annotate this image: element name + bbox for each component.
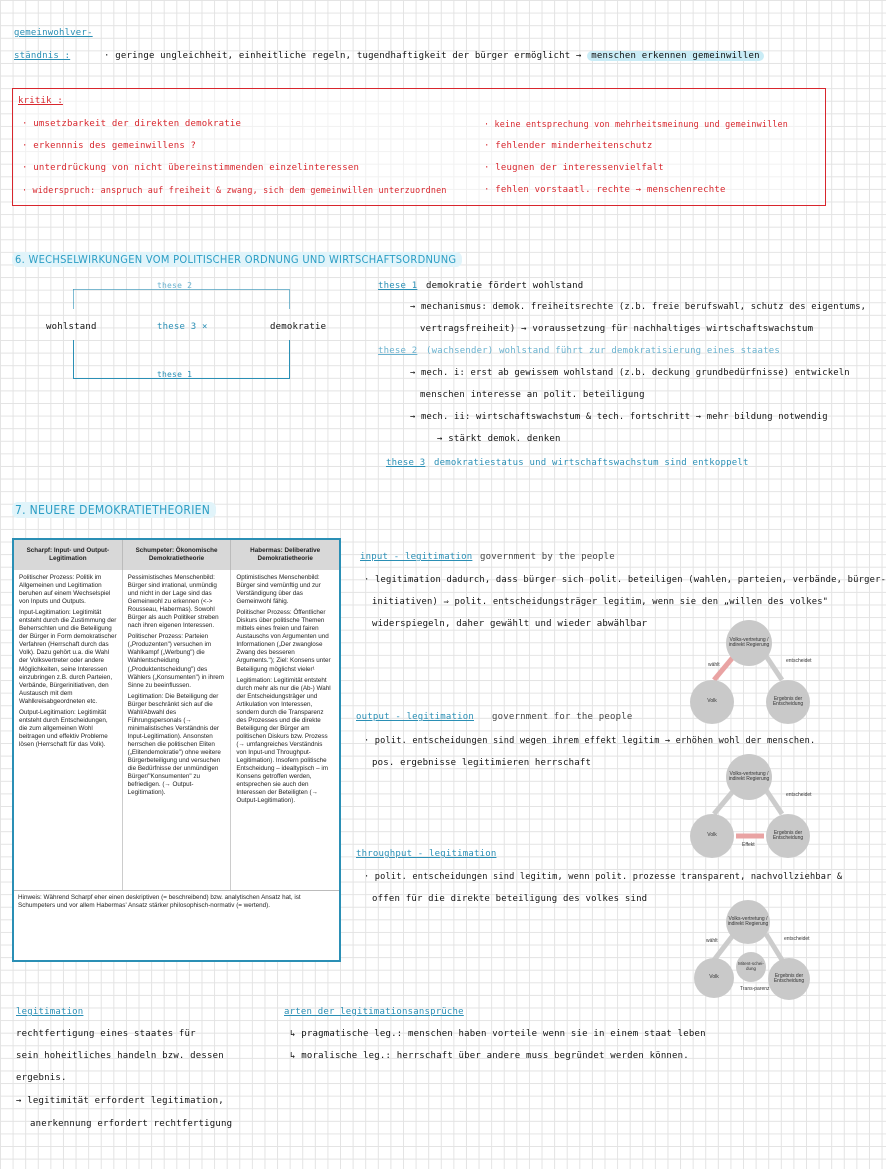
table-note: Hinweis: Während Scharpf eher einen deskriptiven (= beschreibend) bzw. analytischen Ansatz hat, ist Schumpeters und vor allem Habermas' Ansatz stärker philosophisch-normativ (= wertend). xyxy=(14,890,339,913)
legitimation-label: legitimation xyxy=(16,1007,84,1017)
these2-line-1: → mech. i: erst ab gewissem wohlstand (z.b. deckung grundbedürfnisse) entwickeln xyxy=(410,368,850,378)
output-circle-top: Volks-vertretung / indirekt Regierung xyxy=(726,754,772,800)
output-arrow-entscheidet xyxy=(766,790,782,814)
table-header-habermas: Habermas: Deliberative Demokratietheorie xyxy=(250,546,321,562)
throughput-circle-ergebnis: Ergebnis der Entscheidung xyxy=(768,958,810,1000)
table-col-schumpeter xyxy=(123,570,232,890)
these1-line-left xyxy=(73,340,74,378)
section6-heading: 6. WECHSELWIRKUNGEN VOM POLITISCHER ORDNUNG UND WIRTSCHAFTSORDNUNG xyxy=(12,252,462,267)
arten-label: arten der legitimationsansprüche xyxy=(284,1007,464,1017)
schumpeter-p1: Pessimistisches Menschenbild: Bürger sind irrational, unmündig und nicht in der Lage sind das Gemeinwohl zu erkennen (<-> Rousseau, Habermas). Sowohl Bürger als auch Politiker streben nach ihren eigenen Interessen. xyxy=(127,574,219,630)
these2-line-right xyxy=(289,289,290,309)
throughput-line-2: offen für die direkte beteiligung des volkes sind xyxy=(372,894,648,904)
gemeinwohl-highlight: menschen erkennen gemeinwillen xyxy=(587,51,764,61)
kritik-right-1: · keine entsprechung von mehrheitsmeinung und gemeinwillen xyxy=(484,119,789,129)
input-circle-volk: Volk xyxy=(690,680,734,724)
table-body xyxy=(14,570,339,890)
these3-text: demokratiestatus und wirtschaftswachstum sind entkoppelt xyxy=(434,458,749,468)
arten-line-2: ↳ moralische leg.: herrschaft über andere muss begründet werden können. xyxy=(290,1051,689,1061)
legitimation-line-1: rechtfertigung eines staates für xyxy=(16,1029,196,1039)
diagram-these3: these 3 × xyxy=(157,322,208,332)
these1-line-2: vertragsfreiheit) → voraussetzung für nachhaltiges wirtschaftswachstum xyxy=(420,324,814,334)
habermas-p1: Optimistisches Menschenbild: Bürger sind vernünftig und zur Verständigung über das Gemeinwohl fähig. xyxy=(236,574,321,606)
output-arrow-waehlt xyxy=(714,790,734,814)
input-lbl-entscheidet: entscheidet xyxy=(786,658,812,664)
these2-label: these 2 xyxy=(378,346,418,356)
schumpeter-p3: Legitimation: Die Beteiligung der Bürger beschränkt sich auf die Wahl/Abwahl des Führungspersonals (→ minimalistisches Verständnis der Input-Legitimation). Ansonsten herrschen die politischen Eliten („Elitendemokratie") ohne weitere Bürgerbeteiligung und versuchen die Bedürfnisse der unmündigen Bürger/"Konsumenten" zu befriedigen. (→ Output-Legitimation). xyxy=(127,692,221,797)
kritik-left-4: · widerspruch: anspruch auf freiheit & zwang, sich dem gemeinwillen unterzuordnen xyxy=(22,185,447,195)
output-line-2: pos. ergebnisse legitimieren herrschaft xyxy=(372,758,592,768)
diagram-demokratie: demokratie xyxy=(270,322,327,332)
throughput-circle-mitent: Mitent-schei-dung xyxy=(736,952,766,982)
table-header-schumpeter: Schumpeter: Ökonomische Demokratietheorie xyxy=(123,540,232,570)
input-line-1: · legitimation dadurch, dass bürger sich polit. beteiligen (wahlen, parteien, verbände, bürger- xyxy=(364,575,886,585)
input-diagram xyxy=(676,618,824,726)
section7-heading: 7. NEUERE DEMOKRATIETHEORIEN xyxy=(12,502,216,518)
output-circle-ergebnis: Ergebnis der Entscheidung xyxy=(766,814,810,858)
kritik-right-3: · leugnen der interessenvielfalt xyxy=(484,163,664,173)
arten-line-1: ↳ pragmatische leg.: menschen haben vorteile wenn sie in einem staat leben xyxy=(290,1029,706,1039)
throughput-lbl-transparenz: Trans-parenz xyxy=(740,986,770,992)
input-arrow-waehlt xyxy=(714,656,734,680)
theory-table xyxy=(12,538,341,962)
habermas-p3: Legitimation: Legitimität entsteht durch mehr als nur die (Ab-) Wahl der Entscheidungsträger und Artikulation von Interessen, sondern durch die Transparenz des Prozesses und die direkte Beteiligung der Bürger am politischen Diskurs bzw. Prozess (→ umfangreiches Verständnis von Input-und Throughput-Legitimation). Insofern politische Entscheidung – idealtypisch – im Konsens getroffen werden, entsprechen sie auch den Interessen der Beteiligten (→ Output-Legitimation). xyxy=(236,676,331,805)
input-circle-top: Volks-vertretung / indirekt Regierung xyxy=(726,620,772,666)
throughput-circle-volk: Volk xyxy=(694,958,734,998)
legitimation-line-2: sein hoheitliches handeln bzw. dessen xyxy=(16,1051,224,1061)
these1-line-1: → mechanismus: demok. freiheitsrechte (z.b. freie berufswahl, schutz des eigentums, xyxy=(410,302,867,312)
throughput-line-1: · polit. entscheidungen sind legitim, wenn polit. prozesse transparent, nachvollziehbar & xyxy=(364,872,843,882)
input-sub: government by the people xyxy=(480,552,615,562)
scharpf-p3: Output-Legitimation: Legitimität entsteht durch Entscheidungen, die zum allgemeinen Wohl beitragen und effektiv Probleme lösen (Herrschaft für das Volk). xyxy=(19,708,108,748)
these2-line-left xyxy=(73,289,74,309)
diagram-these1: these 1 xyxy=(157,370,193,379)
habermas-p2: Politischer Prozess: Öffentlicher Diskurs über politische Themen mittels eines freien und fairen Austauschs von Argumenten und Informationen („Der zwanglose Zwang des besseren Arguments."); Ziel: Konsens unter Beteiligung möglichst vieler¹ xyxy=(236,609,331,673)
output-line-1: · polit. entscheidungen sind wegen ihrem effekt legitim → erhöhen wohl der menschen. xyxy=(364,736,816,746)
gemeinwohl-label-1: gemeinwohlver- xyxy=(14,28,93,38)
scharpf-p2: Input-Legitimation: Legitimität entsteht durch die Zustimmung der Beherrschten und die Beteiligung der Bürger in Form demokratischer Verfahren (Herrschaft durch das Volk). Dazu gehört u.a. die Wahl der Volksvertreter oder andere Möglichkeiten, seine Interessen einzubringen z.B. durch Parteien, Verbände, Bürgerinitiativen, den Austausch mit dem Wahlkreisabgeordneten etc. xyxy=(19,609,117,705)
these2-text: (wachsender) wohlstand führt zur demokratisierung eines staates xyxy=(426,346,780,356)
output-label: output - legitimation xyxy=(356,712,474,722)
gemeinwohl-text xyxy=(104,51,764,61)
input-line-2: initiativen) ⇒ polit. entscheidungsträger legitim, wenn sie den „willen des volkes" xyxy=(372,597,829,607)
kritik-right-2: · fehlender minderheitenschutz xyxy=(484,141,653,151)
kritik-left-3: · unterdrückung von nicht übereinstimmenden einzelinteressen xyxy=(22,163,360,173)
diagram-wohlstand: wohlstand xyxy=(46,322,97,332)
legitimation-line-5: anerkennung erfordert rechtfertigung xyxy=(30,1119,233,1129)
kritik-title: kritik : xyxy=(18,96,63,106)
these2-line-2: menschen interesse an polit. beteiligung xyxy=(420,390,645,400)
scharpf-p1: Politischer Prozess: Politik im Allgemeinen und Legitimation beruhen auf einem Wechselspiel von Inputs und Outputs. xyxy=(19,574,111,606)
throughput-diagram xyxy=(676,894,824,1006)
input-lbl-waehlt: wählt xyxy=(708,662,720,668)
kritik-left-2: · erkennnis des gemeinwillens ? xyxy=(22,141,197,151)
output-circle-volk: Volk xyxy=(690,814,734,858)
kritik-right-4: · fehlen vorstaatl. rechte → menschenrechte xyxy=(484,185,726,195)
input-arrow-entscheidet xyxy=(766,656,782,680)
output-sub: government for the people xyxy=(492,712,633,722)
input-circle-ergebnis: Ergebnis der Entscheidung xyxy=(766,680,810,724)
throughput-lbl-entscheidet: entscheidet xyxy=(784,936,810,942)
these2-line-3: → mech. ii: wirtschaftswachstum & tech. fortschritt → mehr bildung notwendig xyxy=(410,412,828,422)
these2-line-4: → stärkt demok. denken xyxy=(437,434,561,444)
throughput-circle-top: Volks-vertretung / indirekt Regierung xyxy=(726,900,770,944)
kritik-left-1: · umsetzbarkeit der direkten demokratie xyxy=(22,119,242,129)
these1-line-right xyxy=(289,340,290,378)
these3-label: these 3 xyxy=(386,458,426,468)
table-col-habermas xyxy=(231,570,339,890)
output-lbl-entscheidet: entscheidet xyxy=(786,792,812,798)
throughput-arrow-entscheidet xyxy=(766,934,782,960)
output-diagram xyxy=(676,752,824,860)
input-line-3: widerspiegeln, daher gewählt und wieder abwählbar xyxy=(372,619,648,629)
these1-label: these 1 xyxy=(378,281,418,291)
diagram-these2: these 2 xyxy=(157,281,193,290)
throughput-label: throughput - legitimation xyxy=(356,849,497,859)
legitimation-line-4: → legitimität erfordert legitimation, xyxy=(16,1096,224,1106)
legitimation-line-3: ergebnis. xyxy=(16,1073,67,1083)
output-lbl-effekt: Effekt xyxy=(742,842,755,848)
gemeinwohl-label-2: ständnis : xyxy=(14,51,71,61)
gemeinwohl-main: · geringe ungleichheit, einheitliche regeln, tugendhaftigkeit der bürger ermöglicht → xyxy=(104,51,582,61)
schumpeter-p2: Politischer Prozess: Parteien („Produzenten") versuchen im Wahlkampf („Werbung") die Wahlentscheidung („Produktentscheidung") des Wählers („Konsumenten") in ihrem Sinne zu beeinflussen. xyxy=(127,633,225,689)
input-label: input - legitimation xyxy=(360,552,473,562)
table-header xyxy=(14,540,339,570)
these1-text: demokratie fördert wohlstand xyxy=(426,281,584,291)
table-header-scharpf: Scharpf: Input- und Output-Legitimation xyxy=(14,540,123,570)
table-col-scharpf xyxy=(14,570,123,890)
throughput-lbl-waehlt: wählt xyxy=(706,938,718,944)
